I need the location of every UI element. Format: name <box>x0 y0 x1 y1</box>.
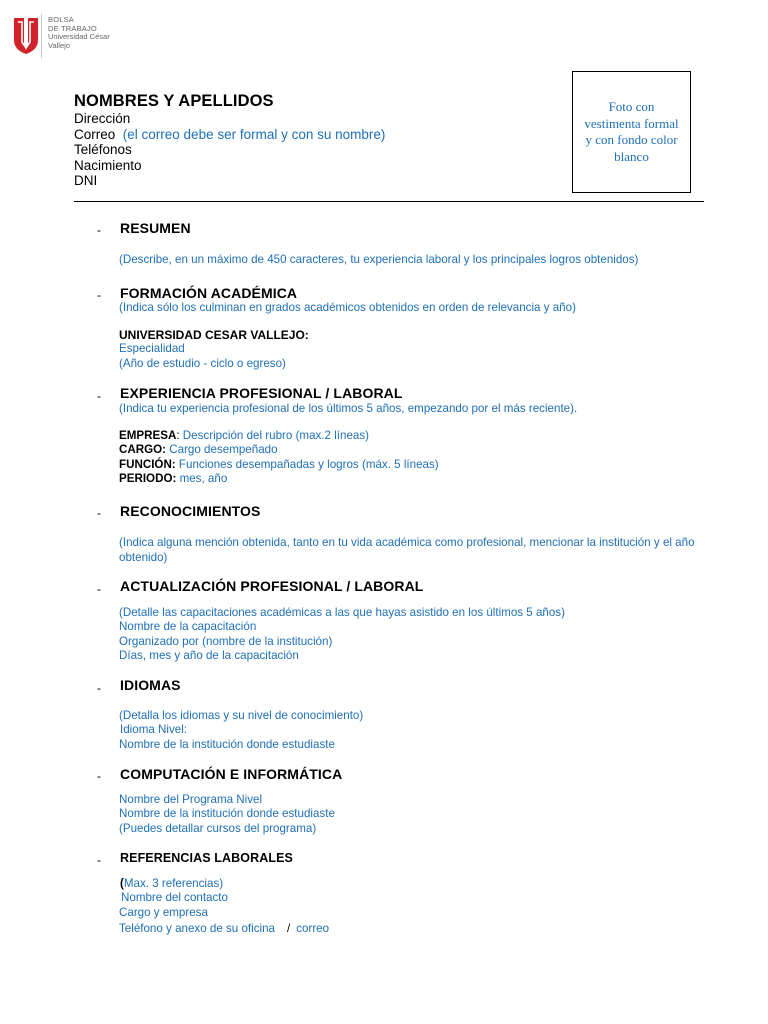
header-divider <box>74 201 704 202</box>
bullet: - <box>97 288 101 302</box>
resumen-description: (Describe, en un máximo de 450 caracteres, tu experiencia laboral y los principales logros obtenidos) <box>119 253 639 266</box>
email-note: (el correo debe ser formal y con su nombre) <box>122 126 386 142</box>
funcion-value: Funciones desempañadas y logros (máx. 5 líneas) <box>178 457 439 471</box>
language-level-line: Idioma Nivel: <box>120 723 188 737</box>
empresa-label: EMPRESA <box>119 429 177 442</box>
referencias-desc-text: Max. 3 referencias) <box>123 877 224 890</box>
section-title-experiencia: EXPERIENCIA PROFESIONAL / LABORAL <box>120 385 403 401</box>
cv-header <box>74 92 385 189</box>
periodo-value: mes, año <box>179 471 228 485</box>
section-title-idiomas: IDIOMAS <box>120 677 181 693</box>
section-title-computacion: COMPUTACIÓN E INFORMÁTICA <box>120 766 343 782</box>
experiencia-description: (Indica tu experiencia profesional de los últimos 5 años, empezando por el más reciente). <box>119 402 578 415</box>
open-paren: ( <box>120 877 124 890</box>
logo-line-1: BOLSA <box>48 15 75 24</box>
formacion-block <box>119 328 309 371</box>
university-name: UNIVERSIDAD CESAR VALLEJO: <box>119 328 309 342</box>
empresa-row <box>119 429 439 443</box>
cargo-row <box>119 443 439 457</box>
actualizacion-description: (Detalle las capacitaciones académicas a las que hayas asistido en los últimos 5 años) <box>119 606 565 619</box>
full-name: NOMBRES Y APELLIDOS <box>74 92 274 110</box>
bullet: - <box>97 853 101 867</box>
photo-placeholder <box>572 71 691 193</box>
bolsa-de-trabajo-logo <box>8 8 128 66</box>
birth-line: Nacimiento <box>74 157 142 173</box>
bullet: - <box>97 769 101 783</box>
cargo-value: Cargo desempeñado <box>169 443 278 457</box>
logo-line-3: Universidad César Vallejo <box>48 32 110 50</box>
email-line <box>74 127 385 143</box>
contact-phone-text: Teléfono y anexo de su oficina <box>119 921 275 935</box>
bullet: - <box>97 582 101 596</box>
study-year-line: (Año de estudio - ciclo o egreso) <box>119 356 286 370</box>
phones-line: Teléfonos <box>74 142 132 157</box>
reconocimientos-description: (Indica alguna mención obtenida, tanto en tu vida académica como profesional, mencionar la institución y el año obtenido) <box>119 536 695 564</box>
section-title-formacion: FORMACIÓN ACADÉMICA <box>120 285 298 301</box>
training-date-line: Días, mes y año de la capacitación <box>119 648 299 662</box>
section-title-referencias: REFERENCIAS LABORALES <box>120 851 293 865</box>
program-institution-line: Nombre de la institución donde estudiaste <box>119 807 335 821</box>
logo-text <box>48 16 128 50</box>
dni-line: DNI <box>74 173 98 188</box>
periodo-label: PERIODO: <box>119 471 177 485</box>
section-title-reconocimientos: RECONOCIMIENTOS <box>120 503 261 519</box>
organizer-line: Organizado por (nombre de la institución) <box>119 634 333 648</box>
contact-position-line: Cargo y empresa <box>119 905 208 919</box>
email-label: Correo <box>74 126 116 142</box>
empresa-value: Descripción del rubro (max.2 líneas) <box>182 429 370 442</box>
training-name-line: Nombre de la capacitación <box>119 620 257 634</box>
funcion-label: FUNCIÓN: <box>119 457 176 471</box>
specialty-line: Especialidad <box>119 342 185 356</box>
formacion-description: (Indica sólo los culminan en grados académicos obtenidos en orden de relevancia y año) <box>119 301 576 314</box>
section-title-resumen: RESUMEN <box>120 220 191 236</box>
slash-separator: / <box>286 921 291 935</box>
bullet: - <box>97 389 101 403</box>
bullet: - <box>97 506 101 520</box>
idiomas-description: (Detalla los idiomas y su nivel de conocimiento) <box>119 709 364 722</box>
idiomas-block <box>119 709 363 752</box>
logo-line-2: DE TRABAJO <box>48 23 97 33</box>
contact-email-text: correo <box>296 921 330 935</box>
photo-instructions: Foto con vestimenta formal y con fondo color blanco <box>584 99 679 164</box>
periodo-row <box>119 472 439 486</box>
address-line: Dirección <box>74 111 131 126</box>
ucv-shield-icon <box>12 16 40 56</box>
referencias-block <box>119 877 329 936</box>
contact-name-line: Nombre del contacto <box>121 891 228 905</box>
section-title-actualizacion: ACTUALIZACIÓN PROFESIONAL / LABORAL <box>120 578 424 594</box>
logo-divider <box>41 14 42 58</box>
bullet: - <box>97 223 101 237</box>
actualizacion-block <box>119 606 565 663</box>
computacion-block <box>119 793 335 836</box>
cargo-label: CARGO: <box>119 443 167 457</box>
language-institution-line: Nombre de la institución donde estudiaste <box>119 737 335 751</box>
funcion-row <box>119 458 439 472</box>
experiencia-block <box>119 429 439 486</box>
contact-phone-line <box>119 922 329 936</box>
referencias-description <box>119 877 329 891</box>
program-line: Nombre del Programa Nivel <box>119 793 263 806</box>
empresa-sep: : <box>176 429 183 442</box>
program-courses-line: (Puedes detallar cursos del programa) <box>119 821 317 835</box>
bullet: - <box>97 681 101 695</box>
